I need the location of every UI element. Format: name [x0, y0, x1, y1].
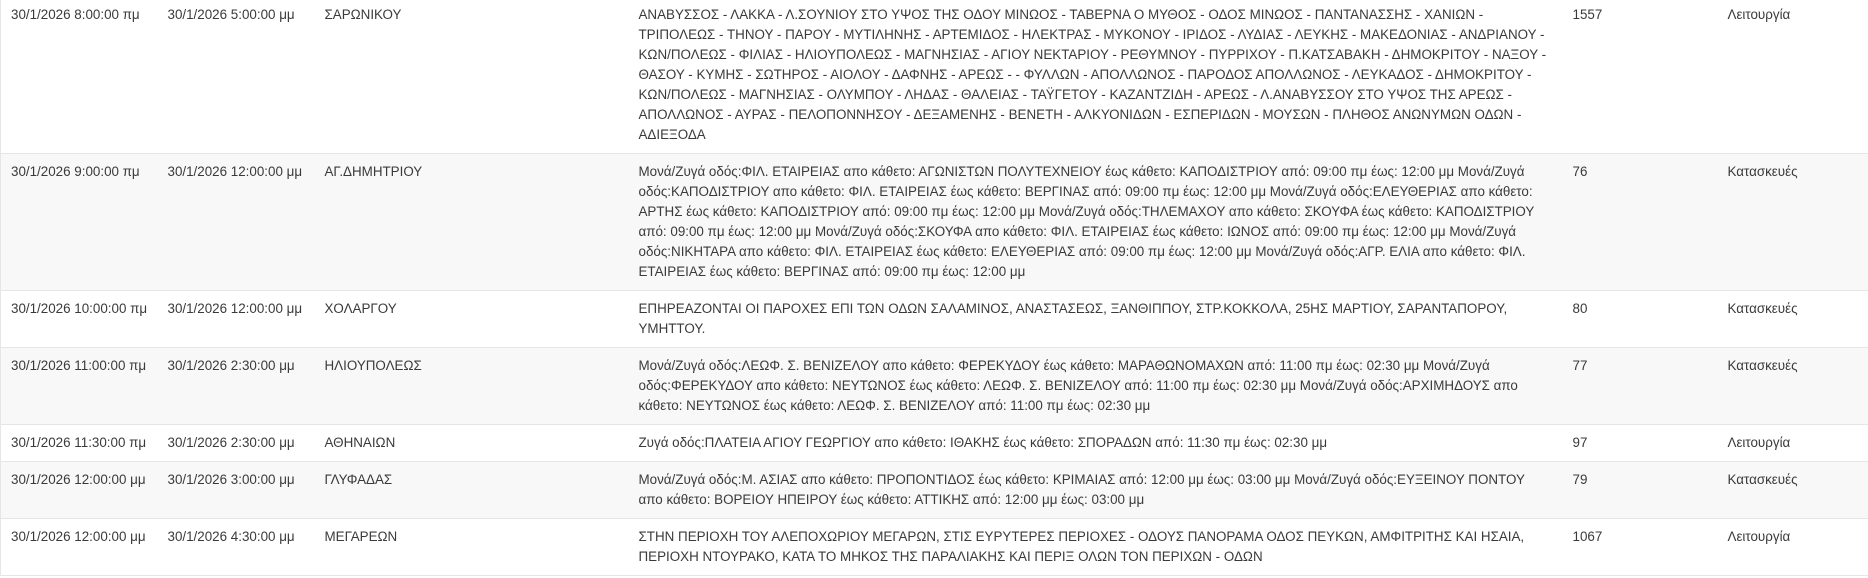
reason-cell: Κατασκευές [1718, 348, 1868, 425]
affected-area-cell: Ζυγά οδός:ΠΛΑΤΕΙΑ ΑΓΙΟΥ ΓΕΩΡΓΙΟΥ απο κάθετο: ΙΘΑΚΗΣ έως κάθετο: ΣΠΟΡΑΔΩΝ από: 11:30 πμ έως: 02:30 μμ [629, 425, 1563, 462]
table-row [1, 462, 1868, 519]
table-row [1, 0, 1868, 154]
affected-area-cell: ΣΤΗΝ ΠΕΡΙΟΧΗ ΤΟΥ ΑΛΕΠΟΧΩΡΙΟΥ ΜΕΓΑΡΩΝ, ΣΤΙΣ ΕΥΡΥΤΕΡΕΣ ΠΕΡΙΟΧΕΣ - ΟΔΟΥΣ ΠΑΝΟΡΑΜΑ ΟΔΟΣ ΠΕΥΚΩΝ, ΑΜΦΙΤΡΙΤΗΣ ΚΑΙ ΗΣΑΙΑ, ΠΕΡΙΟΧΗ ΝΤΟΥΡΑΚΟ, ΚΑΤΑ ΤΟ ΜΗΚΟΣ ΤΗΣ ΠΑΡΑΛΙΑΚΗΣ ΚΑΙ ΠΕΡΙΞ ΟΛΩΝ ΤΟΝ ΠΕΡΙΧΩΝ - ΟΔΩΝ [629, 519, 1563, 576]
affected-area-cell: ΑΝΑΒΥΣΣΟΣ - ΛΑΚΚΑ - Λ.ΣΟΥΝΙΟΥ ΣΤΟ ΥΨΟΣ ΤΗΣ ΟΔΟΥ ΜΙΝΩΟΣ - ΤΑΒΕΡΝΑ Ο ΜΥΘΟΣ - ΟΔΟΣ ΜΙΝΩΟΣ - ΠΑΝΤΑΝΑΣΣΗΣ - ΧΑΝΙΩΝ - ΤΡΙΠΟΛΕΩΣ - ΤΗΝΟΥ - ΠΑΡΟΥ - ΜΥΤΙΛΗΝΗΣ - ΑΡΤΕΜΙΔΟΣ - ΗΛΕΚΤΡΑΣ - ΜΥΚΟΝΟΥ - ΙΡΙΔΟΣ - ΛΥΔΙΑΣ - ΛΕΥΚΗΣ - ΜΑΚΕΔΟΝΙΑΣ - ΑΝΔΡΙΑΝΟΥ - ΚΩΝ/ΠΟΛΕΩΣ - ΦΙΛΙΑΣ - ΗΛΙΟΥΠΟΛΕΩΣ - ΜΑΓΝΗΣΙΑΣ - ΑΓΙΟΥ ΝΕΚΤΑΡΙΟΥ - ΡΕΘΥΜΝΟΥ - ΠΥΡΡΙΧΟΥ - Π.ΚΑΤΣΑΒΑΚΗ - ΔΗΜΟΚΡΙΤΟΥ - ΝΑΞΟΥ - ΘΑΣΟΥ - ΚΥΜΗΣ - ΣΩΤΗΡΟΣ - ΑΙΟΛΟΥ - ΔΑΦΝΗΣ - ΑΡΕΩΣ - - ΦΥΛΛΩΝ - ΑΠΟΛΛΩΝΟΣ - ΠΑΡΟΔΟΣ ΑΠΟΛΛΩΝΟΣ - ΛΕΥΚΑΔΟΣ - ΔΗΜΟΚΡΙΤΟΥ - ΚΩΝ/ΠΟΛΕΩΣ - ΜΑΓΝΗΣΙΑΣ - ΟΛΥΜΠΟΥ - ΛΗΔΑΣ - ΘΑΛΕΙΑΣ - ΤΑΫΓΕΤΟΥ - ΚΑΖΑΝΤΖΙΔΗ - ΑΡΕΩΣ - Λ.ΑΝΑΒΥΣΣΟΥ ΣΤΟ ΥΨΟΣ ΤΗΣ ΑΡΕΩΣ - ΑΠΟΛΛΩΝΟΣ - ΑΥΡΑΣ - ΠΕΛΟΠΟΝΝΗΣΟΥ - ΔΕΞΑΜΕΝΗΣ - ΒΕΝΕΤΗ - ΑΛΚΥΟΝΙΔΩΝ - ΕΣΠΕΡΙΔΩΝ - ΜΟΥΣΩΝ - ΠΛΗΘΟΣ ΑΝΩΝΥΜΩΝ ΟΔΩΝ - ΑΔΙΕΞΟΔΑ [629, 0, 1563, 154]
table-row [1, 291, 1868, 348]
table-row [1, 425, 1868, 462]
end-time-cell: 30/1/2026 4:30:00 μμ [158, 519, 315, 576]
start-time-cell: 30/1/2026 12:00:00 μμ [1, 519, 158, 576]
municipality-cell: ΓΛΥΦΑΔΑΣ [315, 462, 629, 519]
reason-cell: Λειτουργία [1718, 425, 1868, 462]
customers-count-cell: 97 [1563, 425, 1718, 462]
municipality-cell: ΣΑΡΩΝΙΚΟΥ [315, 0, 629, 154]
end-time-cell: 30/1/2026 2:30:00 μμ [158, 348, 315, 425]
table-row [1, 519, 1868, 576]
customers-count-cell: 79 [1563, 462, 1718, 519]
end-time-cell: 30/1/2026 5:00:00 μμ [158, 0, 315, 154]
municipality-cell: ΑΘΗΝΑΙΩΝ [315, 425, 629, 462]
table-row [1, 154, 1868, 291]
municipality-cell: ΧΟΛΑΡΓΟΥ [315, 291, 629, 348]
outages-table-body [1, 0, 1868, 576]
start-time-cell: 30/1/2026 8:00:00 πμ [1, 0, 158, 154]
start-time-cell: 30/1/2026 9:00:00 πμ [1, 154, 158, 291]
affected-area-cell: Μονά/Ζυγά οδός:Μ. ΑΣΙΑΣ απο κάθετο: ΠΡΟΠΟΝΤΙΔΟΣ έως κάθετο: ΚΡΙΜΑΙΑΣ από: 12:00 μμ έως: 03:00 μμ Μονά/Ζυγά οδός:ΕΥΞΕΙΝΟΥ ΠΟΝΤΟΥ απο κάθετο: ΒΟΡΕΙΟΥ ΗΠΕΙΡΟΥ έως κάθετο: ΑΤΤΙΚΗΣ από: 12:00 μμ έως: 03:00 μμ [629, 462, 1563, 519]
customers-count-cell: 77 [1563, 348, 1718, 425]
customers-count-cell: 1067 [1563, 519, 1718, 576]
customers-count-cell: 80 [1563, 291, 1718, 348]
reason-cell: Κατασκευές [1718, 291, 1868, 348]
municipality-cell: ΑΓ.ΔΗΜΗΤΡΙΟΥ [315, 154, 629, 291]
start-time-cell: 30/1/2026 10:00:00 πμ [1, 291, 158, 348]
municipality-cell: ΜΕΓΑΡΕΩΝ [315, 519, 629, 576]
start-time-cell: 30/1/2026 11:00:00 πμ [1, 348, 158, 425]
start-time-cell: 30/1/2026 12:00:00 μμ [1, 462, 158, 519]
reason-cell: Κατασκευές [1718, 462, 1868, 519]
municipality-cell: ΗΛΙΟΥΠΟΛΕΩΣ [315, 348, 629, 425]
affected-area-cell: ΕΠΗΡΕΑΖΟΝΤΑΙ ΟΙ ΠΑΡΟΧΕΣ ΕΠΙ ΤΩΝ ΟΔΩΝ ΣΑΛΑΜΙΝΟΣ, ΑΝΑΣΤΑΣΕΩΣ, ΞΑΝΘΙΠΠΟΥ, ΣΤΡ.ΚΟΚΚΟΛΑ, 25ΗΣ ΜΑΡΤΙΟΥ, ΣΑΡΑΝΤΑΠΟΡΟΥ, ΥΜΗΤΤΟΥ. [629, 291, 1563, 348]
reason-cell: Κατασκευές [1718, 154, 1868, 291]
affected-area-cell: Μονά/Ζυγά οδός:ΦΙΛ. ΕΤΑΙΡΕΙΑΣ απο κάθετο: ΑΓΩΝΙΣΤΩΝ ΠΟΛΥΤΕΧΝΕΙΟΥ έως κάθετο: ΚΑΠΟΔΙΣΤΡΙΟΥ από: 09:00 πμ έως: 12:00 μμ Μονά/Ζυγά οδός:ΚΑΠΟΔΙΣΤΡΙΟΥ απο κάθετο: ΦΙΛ. ΕΤΑΙΡΕΙΑΣ έως κάθετο: ΒΕΡΓΙΝΑΣ από: 09:00 πμ έως: 12:00 μμ Μονά/Ζυγά οδός:ΕΛΕΥΘΕΡΙΑΣ απο κάθετο: ΑΡΤΗΣ έως κάθετο: ΚΑΠΟΔΙΣΤΡΙΟΥ από: 09:00 πμ έως: 12:00 μμ Μονά/Ζυγά οδός:ΤΗΛΕΜΑΧΟΥ απο κάθετο: ΣΚΟΥΦΑ έως κάθετο: ΚΑΠΟΔΙΣΤΡΙΟΥ από: 09:00 πμ έως: 12:00 μμ Μονά/Ζυγά οδός:ΣΚΟΥΦΑ απο κάθετο: ΦΙΛ. ΕΤΑΙΡΕΙΑΣ έως κάθετο: ΙΩΝΟΣ από: 09:00 πμ έως: 12:00 μμ Μονά/Ζυγά οδός:ΝΙΚΗΤΑΡΑ απο κάθετο: ΦΙΛ. ΕΤΑΙΡΕΙΑΣ έως κάθετο: ΕΛΕΥΘΕΡΙΑΣ από: 09:00 πμ έως: 12:00 μμ Μονά/Ζυγά οδός:ΑΓΡ. ΕΛΙΑ απο κάθετο: ΦΙΛ. ΕΤΑΙΡΕΙΑΣ έως κάθετο: ΒΕΡΓΙΝΑΣ από: 09:00 πμ έως: 12:00 μμ [629, 154, 1563, 291]
customers-count-cell: 76 [1563, 154, 1718, 291]
affected-area-cell: Μονά/Ζυγά οδός:ΛΕΩΦ. Σ. ΒΕΝΙΖΕΛΟΥ απο κάθετο: ΦΕΡΕΚΥΔΟΥ έως κάθετο: ΜΑΡΑΘΩΝΟΜΑΧΩΝ από: 11:00 πμ έως: 02:30 μμ Μονά/Ζυγά οδός:ΦΕΡΕΚΥΔΟΥ απο κάθετο: ΝΕΥΤΩΝΟΣ έως κάθετο: ΛΕΩΦ. Σ. ΒΕΝΙΖΕΛΟΥ από: 11:00 πμ έως: 02:30 μμ Μονά/Ζυγά οδός:ΑΡΧΙΜΗΔΟΥΣ απο κάθετο: ΝΕΥΤΩΝΟΣ έως κάθετο: ΛΕΩΦ. Σ. ΒΕΝΙΖΕΛΟΥ από: 11:00 πμ έως: 02:30 μμ [629, 348, 1563, 425]
reason-cell: Λειτουργία [1718, 519, 1868, 576]
customers-count-cell: 1557 [1563, 0, 1718, 154]
end-time-cell: 30/1/2026 2:30:00 μμ [158, 425, 315, 462]
reason-cell: Λειτουργία [1718, 0, 1868, 154]
table-row [1, 348, 1868, 425]
end-time-cell: 30/1/2026 12:00:00 μμ [158, 154, 315, 291]
start-time-cell: 30/1/2026 11:30:00 πμ [1, 425, 158, 462]
end-time-cell: 30/1/2026 12:00:00 μμ [158, 291, 315, 348]
end-time-cell: 30/1/2026 3:00:00 μμ [158, 462, 315, 519]
